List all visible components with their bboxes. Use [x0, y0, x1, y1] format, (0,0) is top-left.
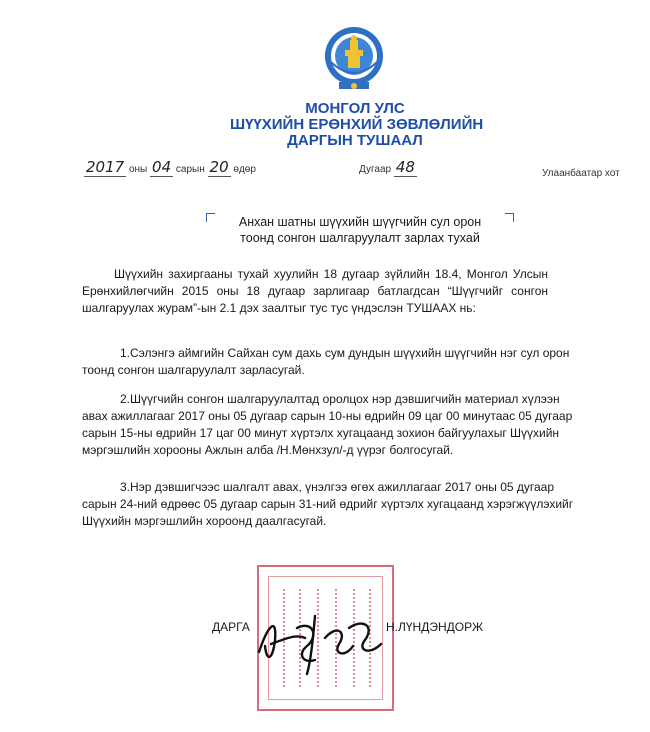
date-year: 2017	[86, 158, 125, 176]
preamble-line: Ерөнхийлөгчийн 2015 оны 18 дугаар зарлигаар батлагдсан “Шүүгчийг сонгон	[82, 284, 548, 298]
signatory-name: Н.ЛҮНДЭНДОРЖ	[386, 620, 484, 634]
clause-2	[82, 391, 573, 459]
clause-line: тоонд сонгон шалгаруулалт зарласугай.	[82, 363, 305, 377]
preamble-line: Шүүхийн захиргааны тухай хуулийн 18 дугаар зүйлийн 18.4, Монгол Улсын	[114, 267, 548, 281]
clause-line: 3.Нэр дэвшигчээс шалгалт авах, үнэлгээ өгөх ажиллагааг 2017 оны 05 дугаар	[120, 480, 555, 494]
clause-1	[82, 345, 570, 379]
signatory-position: ДАРГА	[212, 620, 250, 634]
preamble-line: шалгаруулах журам”-ын 2.1 дэх заалтыг тус тус үндэслэн ТУШААХ нь:	[82, 301, 476, 315]
title-line-2: тоонд сонгон шалгаруулалт зарлах тухай	[240, 231, 480, 245]
state-emblem-icon	[323, 22, 385, 94]
date-year-suffix: оны	[128, 164, 148, 175]
title-line-1: Анхан шатны шүүхийн шүүгчийн сул орон	[238, 215, 482, 229]
title-corner-right	[505, 213, 514, 222]
date-day: 20	[209, 158, 229, 176]
clause-line: 2.Шүүгчийн сонгон шалгаруулалтад оролцох нэр дэвшигчийн материал хүлээн	[120, 392, 560, 406]
date-month-suffix: сарын	[175, 164, 205, 175]
title-corner-left	[206, 213, 215, 222]
date-day-suffix: өдөр	[233, 164, 256, 175]
heading-order: ДАРГЫН ТУШААЛ	[287, 132, 423, 149]
order-number	[359, 158, 417, 176]
handwritten-signature	[253, 598, 388, 678]
order-number-value: 48	[395, 158, 415, 176]
clause-line: сарын 15-ны өдрийн 17 цаг 00 минут хүртэлх хугацаанд зохион байгуулахыг Шүүхийн	[82, 426, 560, 440]
heading-country: МОНГОЛ УЛС	[305, 100, 405, 117]
clause-line: 1.Сэлэнгэ аймгийн Сайхан сум дахь сум дундын шүүхийн шүүгчийн нэг сул орон	[120, 346, 570, 360]
clause-line: Шүүхийн мэргэшлийн хороонд даалгасугай.	[82, 514, 327, 528]
clause-line: авах ажиллагааг 2017 оны 05 дугаар сарын 10-ны өдрийн 09 цаг 00 минутаас 05 дугаар	[82, 409, 573, 423]
clause-line: сарын 24-ний өдрөөс 05 дугаар сарын 31-ний өдрийг хүртэлх хугацаанд хэрэгжүүлэхийг	[82, 497, 574, 511]
document-heading	[230, 100, 484, 149]
preamble-paragraph	[82, 266, 548, 317]
order-number-label: Дугаар	[359, 164, 392, 175]
clause-line: мэргэшлийн хорооны Ажлын алба /Н.Мөнхзул/-д үүрэг болгосугай.	[82, 443, 454, 457]
clause-3	[82, 479, 574, 530]
order-title	[206, 213, 514, 251]
issue-city: Улаанбаатар хот	[542, 168, 620, 179]
heading-council: ШҮҮХИЙН ЕРӨНХИЙ ЗӨВЛӨЛИЙН	[230, 116, 484, 133]
date-month: 04	[152, 158, 172, 176]
date-line	[84, 158, 256, 176]
